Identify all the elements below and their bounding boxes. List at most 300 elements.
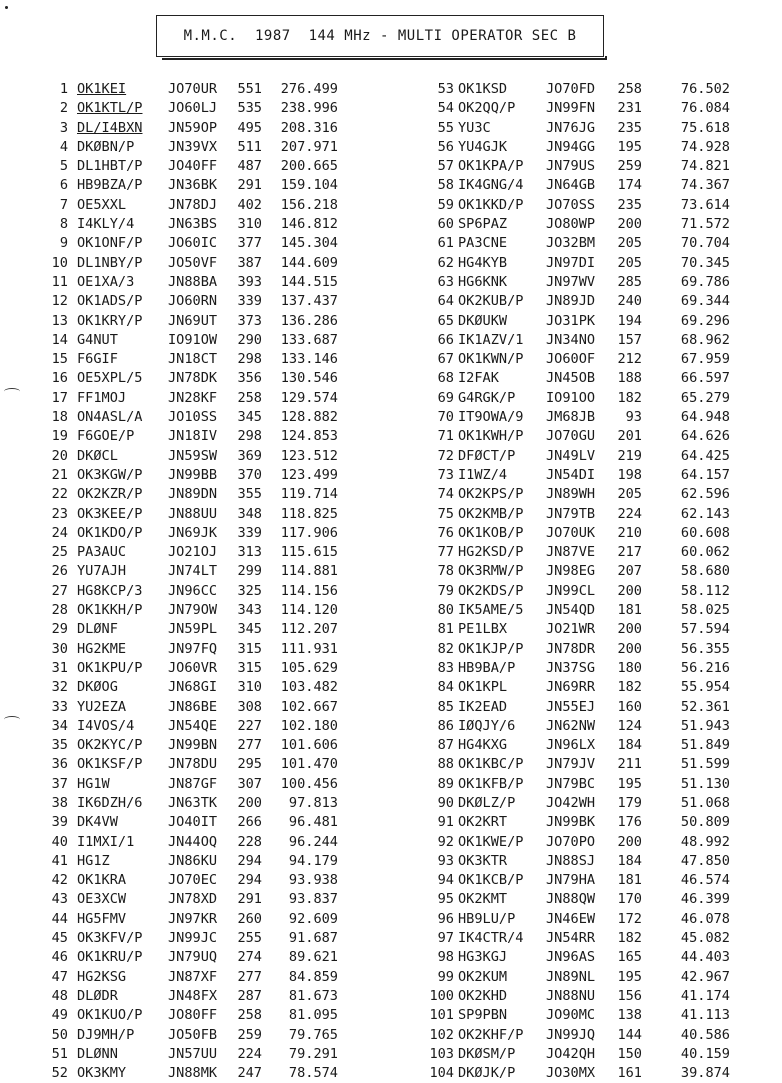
- result-row: [392, 505, 776, 524]
- rank-cell: 75: [437, 505, 454, 522]
- rank-cell: 94: [437, 872, 454, 889]
- callsign-cell: OE3XCW: [77, 891, 127, 908]
- qso-count-cell: 144: [617, 1026, 642, 1043]
- qso-count-cell: 210: [617, 524, 642, 541]
- result-row: [392, 601, 776, 620]
- result-row: [36, 678, 386, 697]
- locator-cell: JN86KU: [168, 852, 218, 869]
- result-row: [36, 196, 386, 215]
- locator-cell: JN49LV: [546, 447, 596, 464]
- points-cell: 50.809: [680, 814, 730, 831]
- qso-count-cell: 345: [237, 621, 262, 638]
- scan-dot: [5, 6, 8, 9]
- rank-cell: 39: [51, 814, 68, 831]
- locator-cell: JN99JQ: [546, 1026, 596, 1043]
- locator-cell: JO70SS: [546, 196, 596, 213]
- result-row: [36, 813, 386, 832]
- qso-count-cell: 176: [617, 814, 642, 831]
- points-cell: 93.837: [288, 891, 338, 908]
- rank-cell: 85: [437, 698, 454, 715]
- rank-cell: 24: [51, 524, 68, 541]
- locator-cell: JO70FD: [546, 81, 596, 97]
- points-cell: 42.967: [680, 968, 730, 985]
- callsign-cell: OK1KCB/P: [458, 872, 524, 889]
- result-row: [36, 833, 386, 852]
- callsign-cell: SP6PAZ: [458, 216, 508, 233]
- result-row: [392, 369, 776, 388]
- points-cell: 46.574: [680, 872, 730, 889]
- qso-count-cell: 348: [237, 505, 262, 522]
- result-row: [392, 447, 776, 466]
- qso-count-cell: 179: [617, 794, 642, 811]
- qso-count-cell: 181: [617, 602, 642, 619]
- qso-count-cell: 200: [617, 216, 642, 233]
- result-row: [392, 852, 776, 871]
- callsign-cell: OK1KPU/P: [77, 659, 143, 676]
- rank-cell: 82: [437, 640, 454, 657]
- callsign-cell: ON4ASL/A: [77, 409, 143, 426]
- locator-cell: JN45OB: [546, 370, 596, 387]
- result-row: [392, 775, 776, 794]
- qso-count-cell: 295: [237, 756, 262, 773]
- points-cell: 56.355: [680, 640, 730, 657]
- result-row: [36, 890, 386, 909]
- locator-cell: JN89DN: [168, 486, 218, 503]
- rank-cell: 88: [437, 756, 454, 773]
- rank-cell: 3: [59, 119, 68, 136]
- result-row: [392, 1045, 776, 1064]
- callsign-cell: OE5XXL: [77, 196, 127, 213]
- rank-cell: 74: [437, 486, 454, 503]
- qso-count-cell: 195: [617, 968, 642, 985]
- locator-cell: JN88UU: [168, 505, 218, 522]
- points-cell: 73.614: [680, 196, 730, 213]
- rank-cell: 46: [51, 949, 68, 966]
- qso-count-cell: 287: [237, 987, 262, 1004]
- locator-cell: JN69UT: [168, 312, 218, 329]
- callsign-cell: OE1XA/3: [77, 273, 135, 290]
- points-cell: 144.609: [280, 254, 338, 271]
- qso-count-cell: 194: [617, 312, 642, 329]
- points-cell: 96.481: [288, 814, 338, 831]
- qso-count-cell: 511: [237, 138, 262, 155]
- rank-cell: 14: [51, 331, 68, 348]
- qso-count-cell: 200: [617, 640, 642, 657]
- locator-cell: JN88SJ: [546, 852, 596, 869]
- points-cell: 46.399: [680, 891, 730, 908]
- locator-cell: JN59PL: [168, 621, 218, 638]
- rank-cell: 33: [51, 698, 68, 715]
- result-row: [36, 562, 386, 581]
- qso-count-cell: 259: [617, 158, 642, 175]
- qso-count-cell: 170: [617, 891, 642, 908]
- qso-count-cell: 339: [237, 293, 262, 310]
- points-cell: 78.574: [288, 1065, 338, 1082]
- points-cell: 74.367: [680, 177, 730, 194]
- locator-cell: JN57UU: [168, 1045, 218, 1062]
- points-cell: 114.120: [280, 602, 338, 619]
- locator-cell: JO70UR: [168, 81, 218, 97]
- rank-cell: 19: [51, 428, 68, 445]
- points-cell: 101.470: [280, 756, 338, 773]
- points-cell: 94.179: [288, 852, 338, 869]
- result-row: [36, 369, 386, 388]
- locator-cell: JO10SS: [168, 409, 218, 426]
- rank-cell: 67: [437, 351, 454, 368]
- qso-count-cell: 138: [617, 1007, 642, 1024]
- result-row: [36, 350, 386, 369]
- qso-count-cell: 315: [237, 640, 262, 657]
- qso-count-cell: 355: [237, 486, 262, 503]
- callsign-cell: IK4GNG/4: [458, 177, 524, 194]
- qso-count-cell: 212: [617, 351, 642, 368]
- callsign-cell: IT9OWA/9: [458, 409, 524, 426]
- points-cell: 57.594: [680, 621, 730, 638]
- rank-cell: 7: [59, 196, 68, 213]
- callsign-cell: OK2KHF/P: [458, 1026, 524, 1043]
- qso-count-cell: 313: [237, 544, 262, 561]
- callsign-cell: HG2KSD/P: [458, 544, 524, 561]
- locator-cell: JN37SG: [546, 659, 596, 676]
- result-row: [392, 119, 776, 138]
- locator-cell: JN96LX: [546, 737, 596, 754]
- callsign-cell: OK1KUO/P: [77, 1007, 143, 1024]
- result-row: [36, 1064, 386, 1083]
- result-row: [36, 215, 386, 234]
- qso-count-cell: 387: [237, 254, 262, 271]
- callsign-cell: OK1KSD: [458, 81, 508, 97]
- callsign-cell: DKØUKW: [458, 312, 508, 329]
- result-row: [36, 99, 386, 118]
- qso-count-cell: 184: [617, 737, 642, 754]
- points-cell: 40.586: [680, 1026, 730, 1043]
- result-row: [392, 254, 776, 273]
- result-row: [392, 678, 776, 697]
- callsign-cell: HG1W: [77, 775, 110, 792]
- qso-count-cell: 201: [617, 428, 642, 445]
- qso-count-cell: 172: [617, 910, 642, 927]
- result-row: [392, 196, 776, 215]
- points-cell: 136.286: [280, 312, 338, 329]
- points-cell: 100.456: [280, 775, 338, 792]
- points-cell: 130.546: [280, 370, 338, 387]
- result-row: [392, 929, 776, 948]
- callsign-cell: OK1KDO/P: [77, 524, 143, 541]
- result-row: [392, 427, 776, 446]
- locator-cell: JN97KR: [168, 910, 218, 927]
- locator-cell: JN86BE: [168, 698, 218, 715]
- rank-cell: 10: [51, 254, 68, 271]
- result-row: [392, 312, 776, 331]
- points-cell: 84.859: [288, 968, 338, 985]
- points-cell: 81.095: [288, 1007, 338, 1024]
- locator-cell: JN78DR: [546, 640, 596, 657]
- points-cell: 64.157: [680, 466, 730, 483]
- rank-cell: 99: [437, 968, 454, 985]
- callsign-cell: YU7AJH: [77, 563, 127, 580]
- rank-cell: 84: [437, 679, 454, 696]
- rank-cell: 60: [437, 216, 454, 233]
- points-cell: 119.714: [280, 486, 338, 503]
- rank-cell: 71: [437, 428, 454, 445]
- rank-cell: 5: [59, 158, 68, 175]
- locator-cell: JN97WV: [546, 273, 596, 290]
- locator-cell: JN88QW: [546, 891, 596, 908]
- locator-cell: JO90MC: [546, 1007, 596, 1024]
- result-row: [36, 138, 386, 157]
- rank-cell: 28: [51, 602, 68, 619]
- points-cell: 159.104: [280, 177, 338, 194]
- rank-cell: 77: [437, 544, 454, 561]
- result-row: [36, 466, 386, 485]
- locator-cell: JN39VX: [168, 138, 218, 155]
- callsign-cell: OK1KWN/P: [458, 351, 524, 368]
- callsign-cell: OK1KWE/P: [458, 833, 524, 850]
- qso-count-cell: 307: [237, 775, 262, 792]
- result-row: [36, 871, 386, 890]
- qso-count-cell: 235: [617, 119, 642, 136]
- result-row: [392, 215, 776, 234]
- qso-count-cell: 182: [617, 930, 642, 947]
- rank-cell: 86: [437, 717, 454, 734]
- qso-count-cell: 339: [237, 524, 262, 541]
- result-row: [392, 331, 776, 350]
- result-row: [392, 987, 776, 1006]
- result-row: [392, 640, 776, 659]
- callsign-cell: HG2KME: [77, 640, 127, 657]
- rank-cell: 40: [51, 833, 68, 850]
- rank-cell: 55: [437, 119, 454, 136]
- rank-cell: 37: [51, 775, 68, 792]
- rank-cell: 79: [437, 582, 454, 599]
- locator-cell: JN79UQ: [168, 949, 218, 966]
- locator-cell: JN79OW: [168, 602, 218, 619]
- qso-count-cell: 402: [237, 196, 262, 213]
- callsign-cell: OK2KHD: [458, 987, 508, 1004]
- result-row: [392, 698, 776, 717]
- points-cell: 92.609: [288, 910, 338, 927]
- callsign-cell: IØQJY/6: [458, 717, 516, 734]
- callsign-cell: OK1KRY/P: [77, 312, 143, 329]
- result-row: [36, 659, 386, 678]
- rank-cell: 41: [51, 852, 68, 869]
- locator-cell: JO40FF: [168, 158, 218, 175]
- locator-cell: JO70GU: [546, 428, 596, 445]
- locator-cell: JN78DJ: [168, 196, 218, 213]
- points-cell: 39.874: [680, 1065, 730, 1082]
- points-cell: 96.244: [288, 833, 338, 850]
- points-cell: 91.687: [288, 930, 338, 947]
- qso-count-cell: 266: [237, 814, 262, 831]
- callsign-cell: HG8KCP/3: [77, 582, 143, 599]
- locator-cell: JN59OP: [168, 119, 218, 136]
- result-row: [392, 80, 776, 99]
- points-cell: 68.962: [680, 331, 730, 348]
- qso-count-cell: 393: [237, 273, 262, 290]
- locator-cell: JN34NO: [546, 331, 596, 348]
- result-row: [392, 736, 776, 755]
- points-cell: 74.928: [680, 138, 730, 155]
- qso-count-cell: 240: [617, 293, 642, 310]
- rank-cell: 65: [437, 312, 454, 329]
- rank-cell: 43: [51, 891, 68, 908]
- locator-cell: JN79HA: [546, 872, 596, 889]
- points-cell: 145.304: [280, 235, 338, 252]
- result-row: [392, 562, 776, 581]
- result-row: [392, 157, 776, 176]
- locator-cell: JN89NL: [546, 968, 596, 985]
- callsign-cell: OK1KKH/P: [77, 602, 143, 619]
- callsign-cell: OK2KMB/P: [458, 505, 524, 522]
- rank-cell: 11: [51, 273, 68, 290]
- locator-cell: JO60VR: [168, 659, 218, 676]
- rank-cell: 31: [51, 659, 68, 676]
- locator-cell: JN79TB: [546, 505, 596, 522]
- callsign-cell: OK1KRU/P: [77, 949, 143, 966]
- points-cell: 93.938: [288, 872, 338, 889]
- callsign-cell: YU2EZA: [77, 698, 127, 715]
- callsign-cell: IK1AZV/1: [458, 331, 524, 348]
- points-cell: 71.572: [680, 216, 730, 233]
- result-row: [36, 1006, 386, 1025]
- qso-count-cell: 205: [617, 235, 642, 252]
- result-row: [392, 794, 776, 813]
- callsign-cell: I4KLY/4: [77, 216, 135, 233]
- callsign-cell: DLØDR: [77, 987, 118, 1004]
- callsign-cell: OK2KMT: [458, 891, 508, 908]
- points-cell: 79.291: [288, 1045, 338, 1062]
- result-row: [36, 505, 386, 524]
- rank-cell: 76: [437, 524, 454, 541]
- callsign-cell: DL1HBT/P: [77, 158, 143, 175]
- callsign-cell: OK2KUB/P: [458, 293, 524, 310]
- qso-count-cell: 325: [237, 582, 262, 599]
- points-cell: 76.502: [680, 81, 730, 97]
- locator-cell: JO21OJ: [168, 544, 218, 561]
- qso-count-cell: 160: [617, 698, 642, 715]
- callsign-cell: OK3KTR: [458, 852, 508, 869]
- locator-cell: JN88BA: [168, 273, 218, 290]
- qso-count-cell: 224: [237, 1045, 262, 1062]
- result-row: [36, 157, 386, 176]
- locator-cell: JN99BK: [546, 814, 596, 831]
- result-row: [392, 890, 776, 909]
- qso-count-cell: 370: [237, 466, 262, 483]
- callsign-cell: I1MXI/1: [77, 833, 135, 850]
- points-cell: 47.850: [680, 852, 730, 869]
- points-cell: 238.996: [280, 100, 338, 117]
- rank-cell: 90: [437, 794, 454, 811]
- result-row: [392, 273, 776, 292]
- callsign-cell: OK1KJP/P: [458, 640, 524, 657]
- points-cell: 41.174: [680, 987, 730, 1004]
- callsign-cell: DKØOG: [77, 679, 118, 696]
- rank-cell: 98: [437, 949, 454, 966]
- points-cell: 55.954: [680, 679, 730, 696]
- result-row: [36, 1026, 386, 1045]
- rank-cell: 64: [437, 293, 454, 310]
- punch-mark: [4, 716, 20, 723]
- qso-count-cell: 217: [617, 544, 642, 561]
- result-row: [36, 119, 386, 138]
- qso-count-cell: 310: [237, 679, 262, 696]
- qso-count-cell: 277: [237, 968, 262, 985]
- rank-cell: 30: [51, 640, 68, 657]
- locator-cell: JO50VF: [168, 254, 218, 271]
- callsign-cell: OK2KPS/P: [458, 486, 524, 503]
- rank-cell: 78: [437, 563, 454, 580]
- points-cell: 123.499: [280, 466, 338, 483]
- rank-cell: 17: [51, 389, 68, 406]
- points-cell: 40.159: [680, 1045, 730, 1062]
- qso-count-cell: 235: [617, 196, 642, 213]
- locator-cell: IO91OO: [546, 389, 596, 406]
- punch-mark: [4, 388, 20, 395]
- locator-cell: JN96AS: [546, 949, 596, 966]
- result-row: [392, 408, 776, 427]
- locator-cell: JO60OF: [546, 351, 596, 368]
- result-row: [36, 601, 386, 620]
- points-cell: 64.425: [680, 447, 730, 464]
- result-row: [36, 987, 386, 1006]
- rank-cell: 45: [51, 930, 68, 947]
- locator-cell: JN96CC: [168, 582, 218, 599]
- qso-count-cell: 551: [237, 81, 262, 97]
- callsign-cell: IK2EAD: [458, 698, 508, 715]
- result-row: [36, 447, 386, 466]
- callsign-cell: HG4KXG: [458, 737, 508, 754]
- result-row: [392, 833, 776, 852]
- results-column-right: [392, 80, 776, 1083]
- locator-cell: JN99BB: [168, 466, 218, 483]
- qso-count-cell: 174: [617, 177, 642, 194]
- callsign-cell: PA3AUC: [77, 544, 127, 561]
- rank-cell: 104: [429, 1065, 454, 1082]
- points-cell: 48.992: [680, 833, 730, 850]
- qso-count-cell: 277: [237, 737, 262, 754]
- callsign-cell: F6GIF: [77, 351, 118, 368]
- points-cell: 115.615: [280, 544, 338, 561]
- points-cell: 118.825: [280, 505, 338, 522]
- callsign-cell: PE1LBX: [458, 621, 508, 638]
- qso-count-cell: 157: [617, 331, 642, 348]
- callsign-cell: OK1KWH/P: [458, 428, 524, 445]
- qso-count-cell: 195: [617, 775, 642, 792]
- callsign-cell: HB9LU/P: [458, 910, 516, 927]
- points-cell: 64.626: [680, 428, 730, 445]
- qso-count-cell: 184: [617, 852, 642, 869]
- result-row: [392, 582, 776, 601]
- result-row: [36, 582, 386, 601]
- callsign-cell: OK2QQ/P: [458, 100, 516, 117]
- rank-cell: 103: [429, 1045, 454, 1062]
- callsign-cell: OK3KEE/P: [77, 505, 143, 522]
- qso-count-cell: 231: [617, 100, 642, 117]
- result-row: [36, 929, 386, 948]
- result-row: [36, 948, 386, 967]
- rank-cell: 23: [51, 505, 68, 522]
- qso-count-cell: 258: [237, 389, 262, 406]
- results-column-left: [36, 80, 386, 1083]
- qso-count-cell: 181: [617, 872, 642, 889]
- qso-count-cell: 200: [617, 582, 642, 599]
- qso-count-cell: 180: [617, 659, 642, 676]
- locator-cell: JN54QE: [168, 717, 218, 734]
- rank-cell: 48: [51, 987, 68, 1004]
- result-row: [36, 427, 386, 446]
- locator-cell: JN59SW: [168, 447, 218, 464]
- locator-cell: JN78XD: [168, 891, 218, 908]
